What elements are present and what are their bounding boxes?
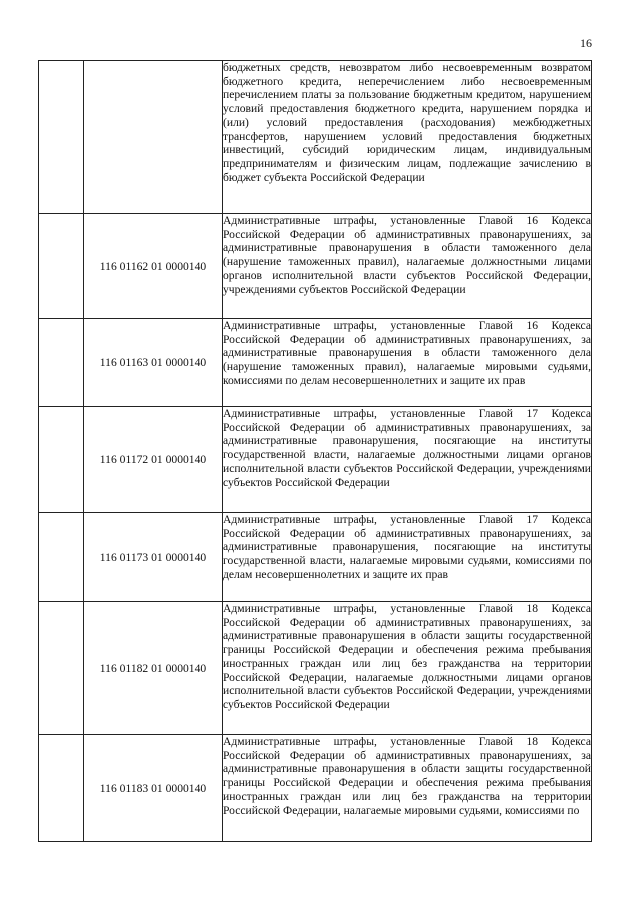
code-cell: 116 01173 01 0000140 — [84, 513, 223, 602]
table-row — [39, 61, 592, 214]
description-text: Административные штрафы, установленные Главой 18 Кодекса Российской Федерации об административных правонарушениях, за административные правонарушения в области защиты государственной границы Российской Федерации и обеспечения режима пребывания иностранных граждан или лиц без гражданства на территории Российской Федерации, налагаемые должностными лицами органов исполнительной власти субъектов Российской Федерации, учреждениями субъектов Российской Федерации — [223, 602, 591, 711]
table-row — [39, 602, 592, 735]
blank-cell — [39, 735, 84, 842]
description-cell — [223, 602, 592, 735]
code-cell: 116 01162 01 0000140 — [84, 214, 223, 319]
table-row — [39, 214, 592, 319]
description-text: Административные штрафы, установленные Главой 17 Кодекса Российской Федерации об административных правонарушениях, за административные правонарушения, посягающие на институты государственной власти, налагаемые должностными лицами органов исполнительной власти субъектов Российской Федерации, учреждениями субъектов Российской Федерации — [223, 407, 591, 489]
description-cell — [223, 214, 592, 319]
table-row — [39, 407, 592, 513]
code-cell — [84, 61, 223, 214]
blank-cell — [39, 513, 84, 602]
code-cell: 116 01182 01 0000140 — [84, 602, 223, 735]
description-cell — [223, 407, 592, 513]
table-row — [39, 735, 592, 842]
description-text: бюджетных средств, невозвратом либо несвоевременным возвратом бюджетного кредита, неперечислением либо несвоевременным перечислением платы за пользование бюджетным кредитом, нарушением условий предоставления бюджетного кредита, нарушением порядка и (или) условий предоставления (расходования) межбюджетных трансфертов, нарушением условий предоставления бюджетных инвестиций, субсидий юридическим лицам, индивидуальным предпринимателям и физическим лицам, подлежащие зачислению в бюджет субъекта Российской Федерации — [223, 61, 591, 184]
code-cell: 116 01172 01 0000140 — [84, 407, 223, 513]
description-cell — [223, 319, 592, 407]
description-cell — [223, 513, 592, 602]
code-cell: 116 01183 01 0000140 — [84, 735, 223, 842]
description-cell — [223, 735, 592, 842]
description-text: Административные штрафы, установленные Главой 16 Кодекса Российской Федерации об административных правонарушениях, за административные правонарушения в области таможенного дела (нарушение таможенных правил), налагаемые мировыми судьями, комиссиями по делам несовершеннолетних и защите их прав — [223, 319, 591, 387]
blank-cell — [39, 61, 84, 214]
blank-cell — [39, 407, 84, 513]
code-cell: 116 01163 01 0000140 — [84, 319, 223, 407]
description-text: Административные штрафы, установленные Главой 18 Кодекса Российской Федерации об административных правонарушениях, за административные правонарушения в области защиты государственной границы Российской Федерации и обеспечения режима пребывания иностранных граждан или лиц без гражданства на территории Российской Федерации, налагаемые мировыми судьями, комиссиями по — [223, 735, 591, 817]
description-text: Административные штрафы, установленные Главой 17 Кодекса Российской Федерации об административных правонарушениях, за административные правонарушения, посягающие на институты государственной власти, налагаемые мировыми судьями, комиссиями по делам несовершеннолетних и защите их прав — [223, 513, 591, 581]
description-text: Административные штрафы, установленные Главой 16 Кодекса Российской Федерации об административных правонарушениях, за административные правонарушения в области таможенного дела (нарушение таможенных правил), налагаемые должностными лицами органов исполнительной власти субъектов Российской Федерации, учреждениями субъектов Российской Федерации — [223, 214, 591, 296]
description-cell — [223, 61, 592, 214]
blank-cell — [39, 319, 84, 407]
table-row — [39, 513, 592, 602]
budget-codes-table — [38, 60, 592, 842]
blank-cell — [39, 214, 84, 319]
page-number: 16 — [580, 36, 592, 50]
table-row — [39, 319, 592, 407]
blank-cell — [39, 602, 84, 735]
